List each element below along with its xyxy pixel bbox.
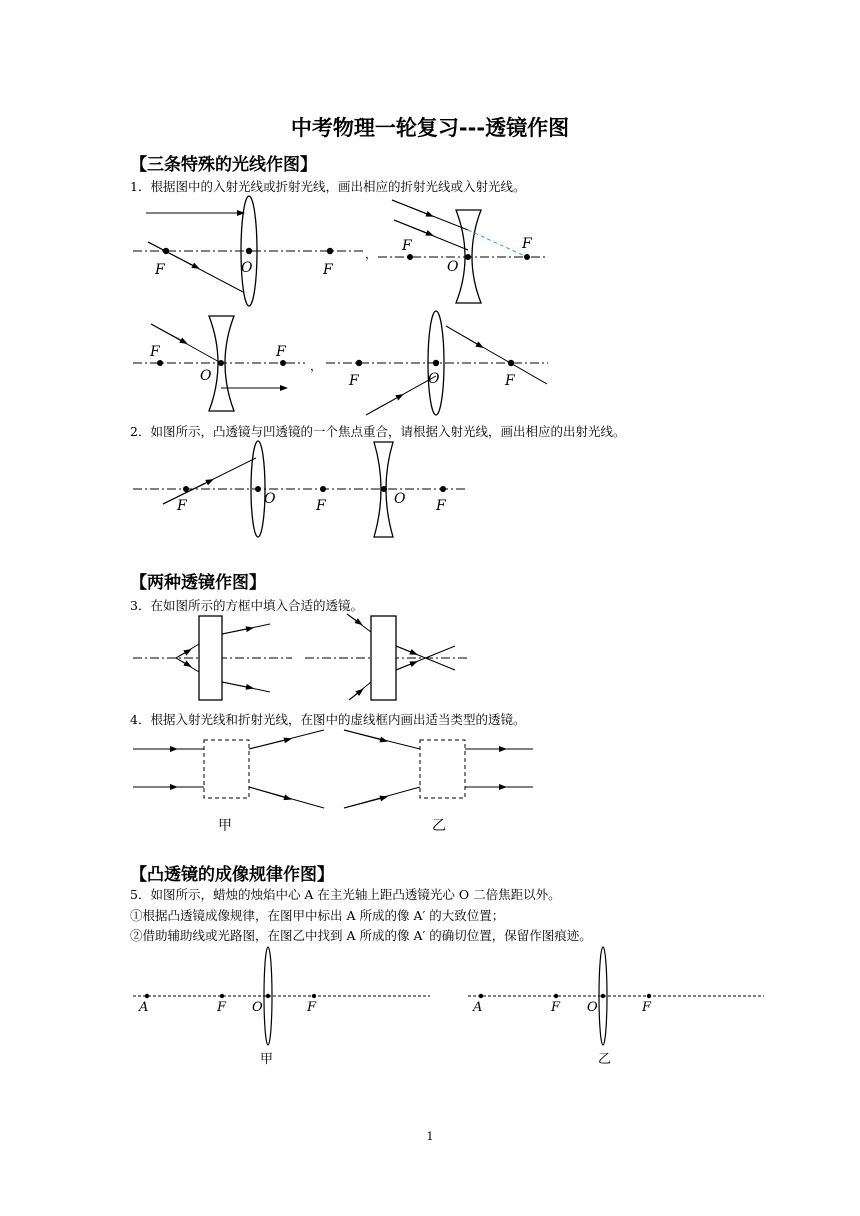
question-5-part-2: ②借助辅助线或光路图，在图乙中找到 A 所成的像 A′ 的确切位置，保留作图痕迹。 [130,928,592,943]
question-3: 3．在如图所示的方框中填入合适的透镜。 [130,598,363,613]
q1a-convex-lens-diagram [133,196,377,306]
caption-jia: 甲 [218,818,232,834]
label-F: F [177,498,187,514]
label-F: F [349,373,359,389]
question-5: 5．如图所示，蜡烛的烛焰中心 A 在主光轴上距凸透镜光心 O 二倍焦距以外。 [130,887,561,902]
label-O: O [587,1000,598,1015]
q1d-convex-lens-diagram [326,311,548,415]
page-title: 中考物理一轮复习---透镜作图 [290,116,570,140]
q1-diagrams [0,190,860,420]
page-number: 1 [426,1130,434,1143]
lens-box [371,616,396,700]
q2-diagram [0,436,860,546]
label-F: F [323,262,333,278]
caption-yi: 乙 [598,1052,612,1067]
label-F: F [150,344,160,360]
caption-jia: 甲 [260,1052,274,1067]
dashed-box-yi [420,740,465,798]
label-O: O [241,260,253,276]
label-F: F [155,262,165,278]
label-O: O [200,368,212,384]
section-heading-two-lenses: 【两种透镜作图】 [130,573,266,593]
label-O: O [264,491,276,507]
label-F: F [551,1000,561,1015]
label-O: O [447,259,459,275]
section-heading-special-rays: 【三条特殊的光线作图】 [130,155,317,175]
caption-yi: 乙 [432,818,446,834]
label-A: A [473,1000,483,1015]
section-heading-imaging: 【凸透镜的成像规律作图】 [130,865,334,885]
label-F: F [436,498,446,514]
label-F: F [276,344,286,360]
dashed-box-jia [204,740,249,798]
label-O: O [394,491,406,507]
q5-diagrams [0,944,860,1074]
q4-diagram [0,724,860,839]
label-F: F [505,373,515,389]
question-2: 2．如图所示，凸透镜与凹透镜的一个焦点重合，请根据入射光线，画出相应的出射光线。 [130,424,626,439]
label-O: O [252,1000,263,1015]
label-A: A [139,1000,149,1015]
label-F: F [522,236,532,252]
question-4: 4．根据入射光线和折射光线，在图中的虚线框内画出适当类型的透镜。 [130,712,526,727]
label-F: F [402,238,412,254]
label-F: F [316,498,326,514]
comma: ， [365,247,378,261]
q3-diagram [0,608,860,708]
lens-box [199,616,222,700]
label-F: F [217,1000,227,1015]
question-5-part-1: ①根据凸透镜成像规律，在图甲中标出 A 所成的像 A′ 的大致位置； [130,908,505,923]
question-1: 1．根据图中的入射光线或折射光线，画出相应的折射光线或入射光线。 [130,179,526,194]
dashed-extension [468,230,527,257]
comma: ， [310,359,323,373]
label-O: O [428,371,440,387]
q1c-concave-lens-diagram [133,316,322,411]
q1b-concave-lens-diagram [378,200,548,303]
label-F: F [642,1000,652,1015]
label-F: F [307,1000,317,1015]
